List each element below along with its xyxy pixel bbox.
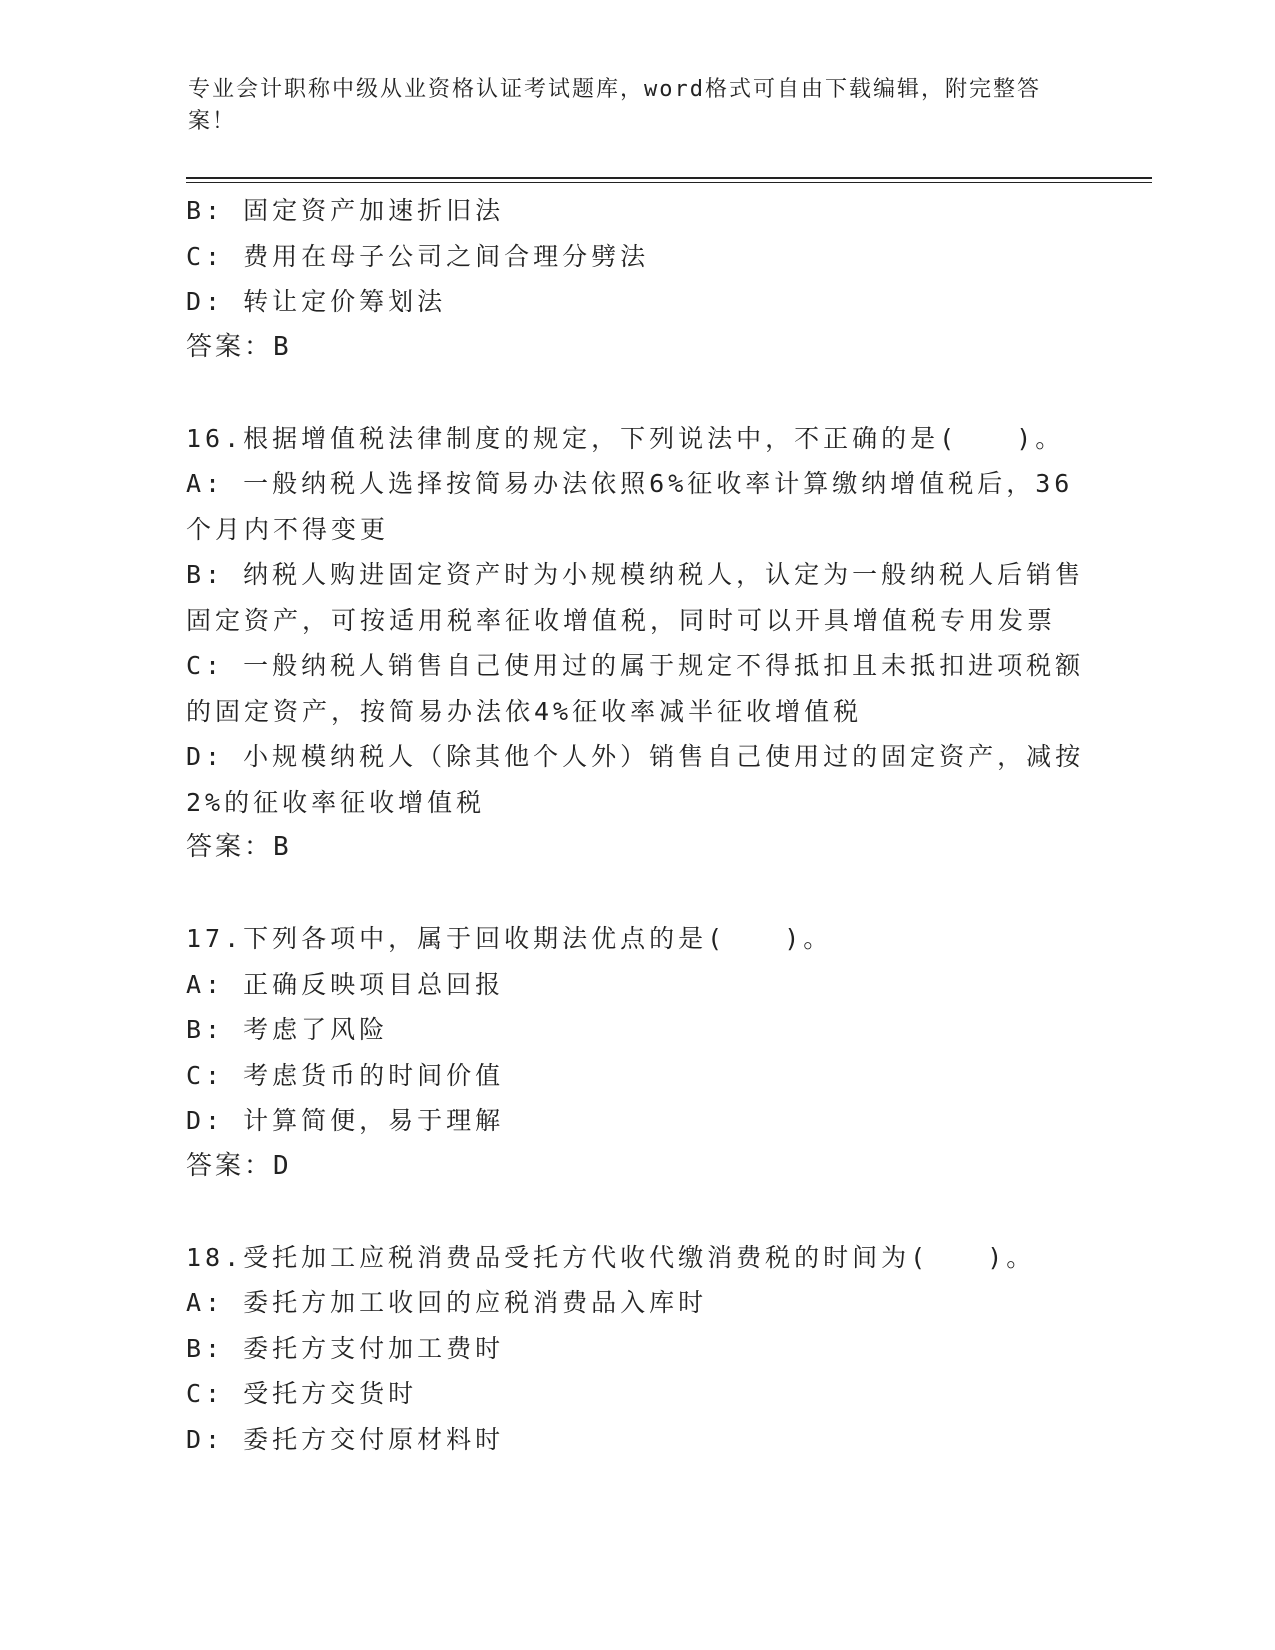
option-d: D: 转让定价筹划法 <box>186 287 447 316</box>
option-d: D: 委托方交付原材料时 <box>186 1424 505 1454</box>
question-text: 18.受托加工应税消费品受托方代收代缴消费税的时间为( )。 <box>186 1242 1036 1272</box>
header-rule-thin <box>186 182 1152 183</box>
option-b: B: 委托方支付加工费时 <box>186 1333 505 1363</box>
option-c: C: 考虑货币的时间价值 <box>186 1060 505 1090</box>
question-text: 17.下列各项中，属于回收期法优点的是( )。 <box>186 924 833 953</box>
option-c: C: 受托方交货时 <box>186 1379 418 1408</box>
option-b-line-2: 固定资产，可按适用税率征收增值税，同时可以开具增值税专用发票 <box>186 605 1057 635</box>
option-a: A: 委托方加工收回的应税消费品入库时 <box>186 1288 708 1317</box>
option-c: C: 费用在母子公司之间合理分劈法 <box>186 241 650 271</box>
option-a-line-1: A: 一般纳税人选择按简易办法依照6%征收率计算缴纳增值税后，36 <box>186 469 1074 498</box>
option-c-line-2: 的固定资产，按简易办法依4%征收率减半征收增值税 <box>186 696 863 726</box>
option-d-line-1: D: 小规模纳税人（除其他个人外）销售自己使用过的固定资产，减按 <box>186 742 1085 771</box>
question-block-continued <box>186 188 1086 370</box>
answer-text: 答案：D <box>186 1150 292 1181</box>
answer-text: 答案：B <box>186 331 292 362</box>
option-d-line-2: 2%的征收率征收增值税 <box>186 787 486 817</box>
answer-text: 答案：B <box>186 832 292 862</box>
option-b: B: 固定资产加速折旧法 <box>186 196 505 225</box>
option-c-line-1: C: 一般纳税人销售自己使用过的属于规定不得抵扣且未抵扣进项税额 <box>186 651 1085 680</box>
option-b-line-1: B: 纳税人购进固定资产时为小规模纳税人，认定为一般纳税人后销售 <box>186 560 1085 589</box>
question-block-17 <box>186 916 1086 1189</box>
page-header: 专业会计职称中级从业资格认证考试题库，word格式可自由下载编辑，附完整答案！ <box>188 77 1041 134</box>
header-rule <box>186 177 1152 179</box>
question-block-18 <box>186 1235 1086 1463</box>
question-text: 16.根据增值税法律制度的规定，下列说法中，不正确的是( )。 <box>186 423 1065 453</box>
question-list <box>186 188 1086 1462</box>
option-a: A: 正确反映项目总回报 <box>186 969 505 999</box>
option-d: D: 计算简便，易于理解 <box>186 1106 505 1135</box>
option-a-line-2: 个月内不得变更 <box>186 514 390 544</box>
option-b: B: 考虑了风险 <box>186 1015 389 1044</box>
question-block-16 <box>186 416 1086 871</box>
